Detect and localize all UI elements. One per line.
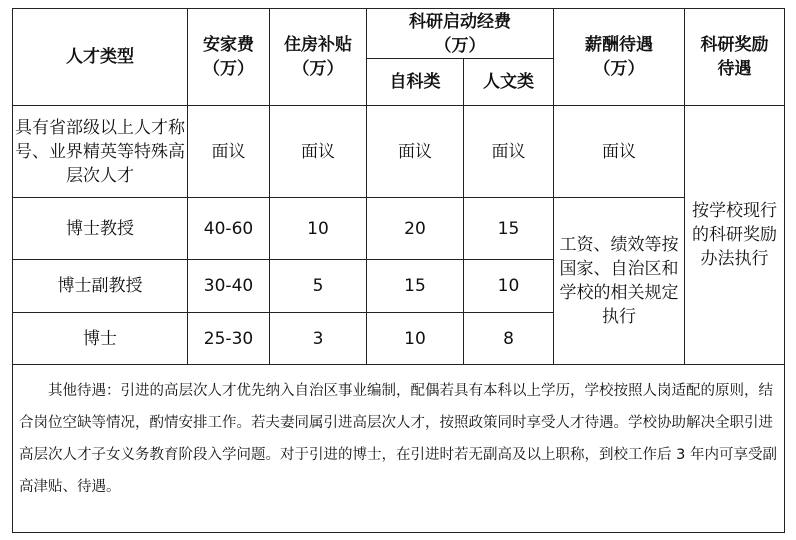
category-cell: 博士教授 <box>13 198 188 260</box>
housing-cell: 面议 <box>270 106 367 198</box>
header-salary: 薪酬待遇 （万） <box>554 9 685 106</box>
table-row <box>13 106 785 198</box>
category-cell: 具有省部级以上人才称号、业界精英等特殊高层次人才 <box>13 106 188 198</box>
table-row <box>13 198 785 260</box>
header-humanities: 人文类 <box>464 59 554 106</box>
note-text: 其他待遇：引进的高层次人才优先纳入自治区事业编制，配偶若具有本科以上学历，学校按照人岗适配的原则，结合岗位空缺等情况，酌情安排工作。若夫妻同属引进高层次人才，按照政策同时享受人才待遇。学校协助解决全职引进高层次人才子女义务教育阶段入学问题。对于引进的博士，在引进时若无副高及以上职称，到校工作后 3 年内可享受副高津贴、待遇。 <box>19 383 777 495</box>
salary-merged-cell: 工资、绩效等按国家、自治区和学校的相关规定执行 <box>554 198 685 365</box>
settlement-cell: 25-30 <box>188 313 270 365</box>
housing-cell: 10 <box>270 198 367 260</box>
housing-cell: 3 <box>270 313 367 365</box>
settlement-cell: 面议 <box>188 106 270 198</box>
note-row <box>13 365 785 533</box>
category-cell: 博士副教授 <box>13 260 188 313</box>
header-row-1 <box>13 9 785 59</box>
header-science: 自科类 <box>367 59 464 106</box>
header-research-award: 科研奖励 待遇 <box>685 9 785 106</box>
settlement-cell: 30-40 <box>188 260 270 313</box>
category-cell: 博士 <box>13 313 188 365</box>
housing-cell: 5 <box>270 260 367 313</box>
humanities-funds-cell: 15 <box>464 198 554 260</box>
salary-cell: 面议 <box>554 106 685 198</box>
settlement-cell: 40-60 <box>188 198 270 260</box>
science-funds-cell: 面议 <box>367 106 464 198</box>
science-funds-cell: 15 <box>367 260 464 313</box>
humanities-funds-cell: 8 <box>464 313 554 365</box>
talent-benefits-table-wrapper <box>12 8 785 533</box>
header-housing-subsidy: 住房补贴 （万） <box>270 9 367 106</box>
research-award-merged-cell: 按学校现行的科研奖励办法执行 <box>685 106 785 365</box>
talent-benefits-table <box>12 8 785 533</box>
header-settlement-fee: 安家费 （万） <box>188 9 270 106</box>
note-cell <box>13 365 785 533</box>
header-research-startup-funds: 科研启动经费 （万） <box>367 9 554 59</box>
science-funds-cell: 20 <box>367 198 464 260</box>
header-category: 人才类型 <box>13 9 188 106</box>
humanities-funds-cell: 面议 <box>464 106 554 198</box>
humanities-funds-cell: 10 <box>464 260 554 313</box>
science-funds-cell: 10 <box>367 313 464 365</box>
